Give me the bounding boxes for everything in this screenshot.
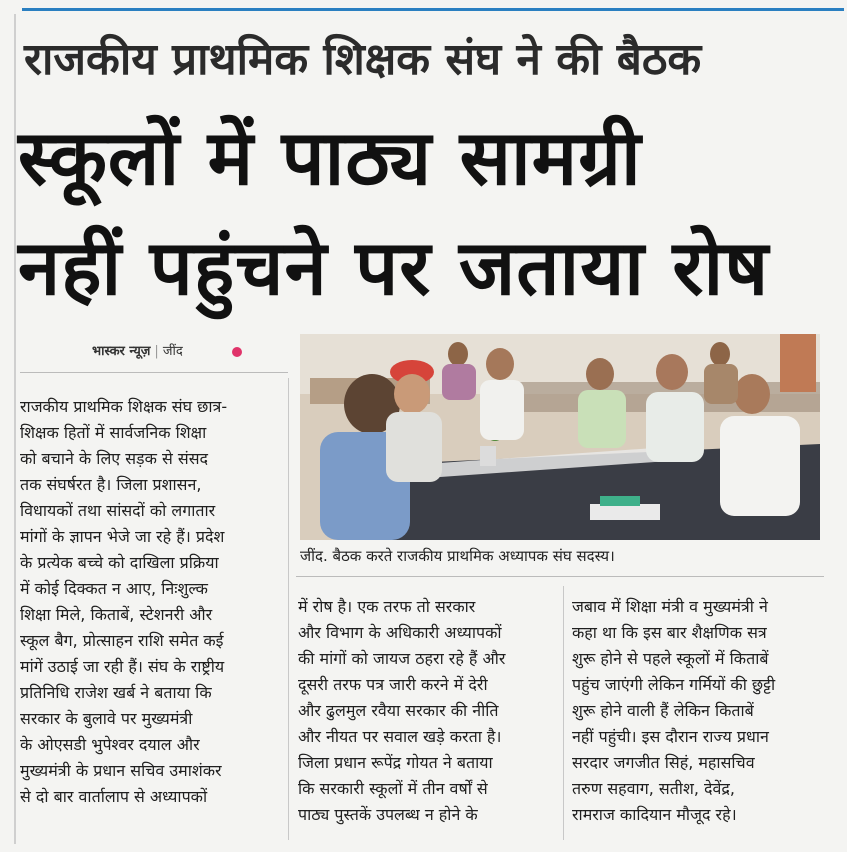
byline bbox=[92, 341, 183, 359]
photo-caption: जींद. बैठक करते राजकीय प्राथमिक अध्यापक संघ सदस्य। bbox=[300, 547, 615, 565]
news-photo bbox=[300, 334, 820, 540]
column-2-line: और ढुलमुल रवैया सरकार की नीति bbox=[298, 701, 499, 720]
article-column-2 bbox=[298, 594, 556, 828]
column-3-line: पहुंच जाएंगी लेकिन गर्मियों की छुट्टी bbox=[572, 675, 776, 694]
column-3-line: तरुण सहवाग, सतीश, देवेंद्र, bbox=[572, 779, 735, 798]
headline-line-2: नहीं पहुंचने पर जताया रोष bbox=[18, 223, 770, 312]
column-1-line: से दो बार वार्तालाप से अध्यापकों bbox=[20, 787, 208, 806]
column-2-line: और नीयत पर सवाल खड़े करता है। bbox=[298, 727, 502, 746]
column-3-line: कहा था कि इस बार शैक्षणिक सत्र bbox=[572, 623, 767, 642]
column-2-line: दूसरी तरफ पत्र जारी करने में देरी bbox=[298, 675, 488, 694]
column-divider-2 bbox=[563, 586, 564, 840]
column-3-line: रामराज कादियान मौजूद रहे। bbox=[572, 805, 737, 824]
top-accent-rule bbox=[22, 8, 844, 11]
column-2-line: में रोष है। एक तरफ तो सरकार bbox=[298, 597, 476, 616]
column-2-line: जिला प्रधान रूपेंद्र गोयत ने बताया bbox=[298, 753, 493, 772]
byline-rule bbox=[20, 372, 288, 373]
column-3-line: सरदार जगजीत सिहं, महासचिव bbox=[572, 753, 755, 772]
column-1-line: तक संघर्षरत है। जिला प्रशासन, bbox=[20, 475, 202, 494]
article-column-3 bbox=[572, 594, 828, 828]
column-1-line: विधायकों तथा सांसदों को लगातार bbox=[20, 501, 216, 520]
column-1-line: शिक्षक हितों में सार्वजनिक शिक्षा bbox=[20, 423, 207, 442]
bullet-dot-icon bbox=[232, 347, 242, 357]
byline-location: जींद bbox=[162, 344, 183, 359]
kicker-headline: राजकीय प्राथमिक शिक्षक संघ ने की बैठक bbox=[24, 34, 702, 85]
column-1-line: को बचाने के लिए सड़क से संसद bbox=[20, 449, 209, 468]
column-2-line: और विभाग के अधिकारी अध्यापकों bbox=[298, 623, 502, 642]
column-3-line: नहीं पहुंची। इस दौरान राज्य प्रधान bbox=[572, 727, 769, 746]
column-1-line: स्कूल बैग, प्रोत्साहन राशि समेत कई bbox=[20, 631, 224, 650]
page-border bbox=[14, 14, 16, 844]
meeting-photo-illustration bbox=[300, 334, 820, 540]
column-3-line: शुरू होने वाली हैं लेकिन किताबें bbox=[572, 701, 754, 720]
column-1-line: शिक्षा मिले, किताबें, स्टेशनरी और bbox=[20, 605, 213, 624]
column-1-line: मांगें उठाई जा रही हैं। संघ के राष्ट्रीय bbox=[20, 657, 225, 676]
headline-line-1: स्कूलों में पाठ्य सामग्री bbox=[18, 113, 642, 202]
byline-source: भास्कर न्यूज़ bbox=[92, 344, 151, 359]
column-1-line: के ओएसडी भुपेश्वर दयाल और bbox=[20, 735, 200, 754]
column-2-line: की मांगों को जायज ठहरा रहे हैं और bbox=[298, 649, 506, 668]
column-1-line: में कोई दिक्कत न आए, निःशुल्क bbox=[20, 579, 208, 598]
column-1-line: मुख्यमंत्री के प्रधान सचिव उमाशंकर bbox=[20, 761, 222, 780]
column-2-line: पाठ्य पुस्तकें उपलब्ध न होने के bbox=[298, 805, 478, 824]
column-3-line: जबाव में शिक्षा मंत्री व मुख्यमंत्री ने bbox=[572, 597, 768, 616]
column-1-line: मांगों के ज्ञापन भेजे जा रहे हैं। प्रदेश bbox=[20, 527, 225, 546]
column-1-line: सरकार के बुलावे पर मुख्यमंत्री bbox=[20, 709, 193, 728]
column-1-line: प्रतिनिधि राजेश खर्ब ने बताया कि bbox=[20, 683, 212, 702]
column-divider-1 bbox=[288, 378, 289, 840]
column-1-line: के प्रत्येक बच्चे को दाखिला प्रक्रिया bbox=[20, 553, 219, 572]
byline-separator: | bbox=[154, 344, 159, 359]
column-1-line: राजकीय प्राथमिक शिक्षक संघ छात्र- bbox=[20, 397, 228, 416]
caption-rule bbox=[296, 576, 824, 577]
article-column-1 bbox=[20, 394, 282, 810]
column-3-line: शुरू होने से पहले स्कूलों में किताबें bbox=[572, 649, 769, 668]
column-2-line: कि सरकारी स्कूलों में तीन वर्षों से bbox=[298, 779, 488, 798]
